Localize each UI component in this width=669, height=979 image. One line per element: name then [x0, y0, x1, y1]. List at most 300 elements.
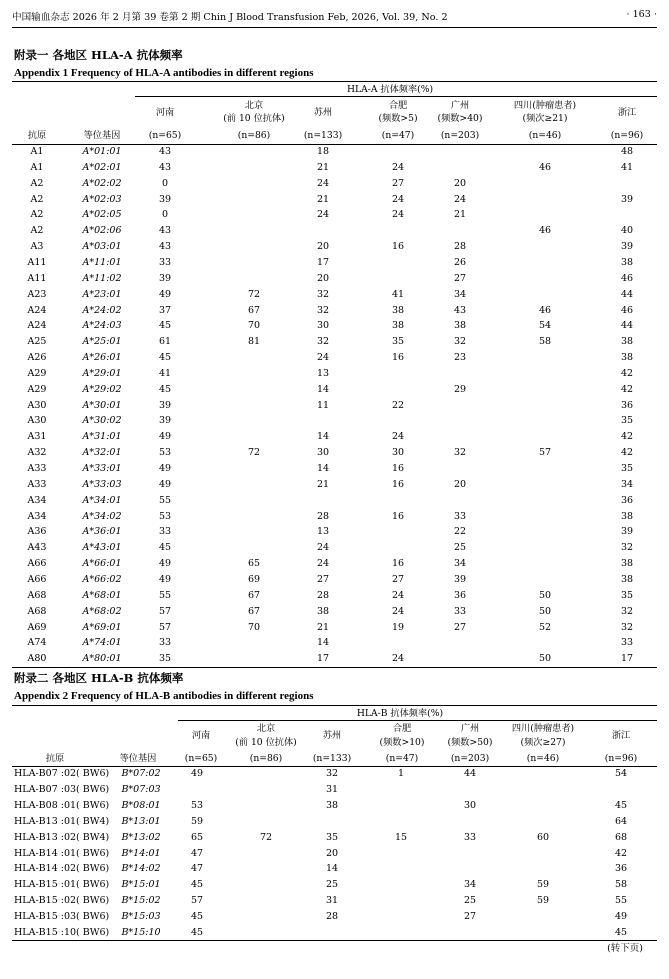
region-note: (频数>10): [379, 737, 425, 748]
value-cell: 43: [453, 304, 467, 316]
value-cell: 38: [620, 558, 634, 570]
value-cell: 38: [620, 352, 634, 364]
antigen-cell: HLA-B07 :03( BW6): [14, 783, 110, 795]
value-cell: 24: [391, 605, 405, 617]
allele-cell: A*23:01: [82, 288, 122, 300]
allele-cell: A*24:02: [82, 304, 122, 316]
value-cell: 22: [391, 399, 405, 411]
table-row: [12, 556, 657, 572]
antigen-cell: A80: [27, 653, 47, 665]
group-rule: [178, 720, 657, 721]
allele-cell: A*31:01: [82, 431, 122, 443]
value-cell: [445, 461, 475, 477]
value-cell: 16: [391, 478, 405, 490]
value-cell: [383, 366, 413, 382]
antigen-cell: A2: [30, 225, 44, 237]
value-cell: 43: [158, 161, 172, 173]
value-cell: 46: [538, 225, 552, 237]
value-cell: 38: [620, 573, 634, 585]
table-bottom-rule: [12, 940, 657, 941]
value-cell: 35: [620, 415, 634, 427]
value-cell: 31: [325, 783, 339, 795]
value-cell: 16: [391, 510, 405, 522]
value-cell: [530, 540, 560, 556]
table-row: [12, 461, 657, 477]
region-name: 四川(肿瘤患者): [511, 723, 575, 734]
allele-cell: A*68:02: [82, 605, 122, 617]
value-cell: 34: [453, 558, 467, 570]
journal-citation: 中国输血杂志 2026 年 2 月第 39 卷第 2 期 Chin J Blood Transfusion Feb, 2026, Vol. 39, No. 2: [12, 12, 448, 23]
value-cell: 38: [620, 510, 634, 522]
allele-cell: A*02:03: [82, 193, 122, 205]
value-cell: 45: [158, 352, 172, 364]
value-cell: 46: [620, 272, 634, 284]
value-cell: 14: [316, 383, 330, 395]
value-cell: [445, 429, 475, 445]
value-cell: [239, 429, 269, 445]
antigen-cell: A11: [27, 256, 47, 268]
allele-cell: B*07:02: [121, 768, 161, 779]
value-cell: [251, 893, 281, 909]
value-cell: [317, 814, 347, 830]
value-cell: 15: [394, 831, 408, 843]
value-cell: [530, 350, 560, 366]
value-cell: 33: [158, 637, 172, 649]
col-allele: 等位基因: [83, 130, 121, 141]
value-cell: 32: [316, 288, 330, 300]
table-row: [12, 651, 657, 667]
value-cell: 28: [316, 589, 330, 601]
table-row: [12, 413, 657, 429]
col-allele: 等位基因: [119, 753, 157, 764]
value-cell: 24: [391, 431, 405, 443]
value-cell: [386, 846, 416, 862]
antigen-cell: A11: [27, 272, 47, 284]
antigen-cell: A33: [27, 478, 47, 490]
value-cell: 44: [620, 320, 634, 332]
value-cell: [528, 925, 558, 941]
value-cell: [606, 782, 636, 798]
value-cell: 33: [158, 526, 172, 538]
table-row: [12, 445, 657, 461]
allele-cell: A*29:01: [82, 367, 122, 379]
region-n: (n=65): [184, 753, 218, 764]
value-cell: [530, 509, 560, 525]
value-cell: 14: [316, 463, 330, 474]
value-cell: 30: [463, 799, 477, 811]
value-cell: 45: [614, 927, 628, 938]
region-name: 广州: [450, 100, 470, 111]
value-cell: 58: [614, 879, 628, 891]
value-cell: [239, 398, 269, 414]
allele-cell: A*25:01: [82, 336, 122, 348]
value-cell: 20: [453, 478, 467, 490]
value-cell: [251, 877, 281, 893]
value-cell: [251, 766, 281, 782]
value-cell: [455, 925, 485, 941]
value-cell: [239, 271, 269, 287]
value-cell: [383, 493, 413, 509]
value-cell: [239, 493, 269, 509]
value-cell: 20: [453, 177, 467, 189]
antigen-cell: A43: [27, 542, 47, 554]
region-n: (n=96): [604, 753, 638, 764]
table-row: [12, 861, 657, 877]
value-cell: 24: [391, 209, 405, 221]
value-cell: 60: [536, 831, 550, 843]
col-antigen: 抗原: [45, 753, 65, 764]
antigen-cell: HLA-B13 :02( BW4): [14, 831, 110, 843]
value-cell: [530, 239, 560, 255]
value-cell: 54: [614, 768, 628, 779]
table-row: [12, 572, 657, 588]
value-cell: 57: [538, 447, 552, 459]
table-row: [12, 846, 657, 862]
value-cell: 46: [620, 304, 634, 316]
value-cell: 32: [316, 336, 330, 348]
allele-cell: A*02:05: [82, 209, 122, 221]
allele-cell: B*14:02: [121, 863, 161, 875]
value-cell: 17: [620, 653, 634, 665]
appendix2-title-cn: 附录二 各地区 HLA-B 抗体频率: [14, 671, 184, 685]
value-cell: 27: [391, 177, 405, 189]
region-name: 浙江: [611, 730, 631, 741]
value-cell: 55: [158, 589, 172, 601]
value-cell: 42: [620, 383, 634, 395]
allele-cell: A*02:01: [82, 161, 122, 173]
value-cell: [528, 861, 558, 877]
value-cell: [239, 144, 269, 160]
value-cell: 32: [620, 605, 634, 617]
value-cell: [445, 493, 475, 509]
value-cell: 72: [259, 831, 273, 843]
value-cell: 33: [620, 637, 634, 649]
value-cell: 37: [158, 304, 172, 316]
value-cell: [239, 413, 269, 429]
value-cell: 38: [316, 605, 330, 617]
group-label: HLA-B 抗体频率(%): [356, 708, 444, 719]
value-cell: 59: [190, 815, 204, 827]
value-cell: 38: [391, 320, 405, 332]
value-cell: [386, 893, 416, 909]
value-cell: 53: [158, 510, 172, 522]
antigen-cell: HLA-B07 :02( BW6): [14, 768, 110, 779]
value-cell: 16: [391, 558, 405, 570]
table-row: [12, 192, 657, 208]
value-cell: [239, 366, 269, 382]
value-cell: 57: [158, 621, 172, 633]
value-cell: 65: [247, 558, 261, 570]
group-rule: [135, 96, 657, 97]
value-cell: [239, 509, 269, 525]
value-cell: [239, 176, 269, 192]
value-cell: 36: [614, 863, 628, 875]
table-row: [12, 398, 657, 414]
value-cell: 21: [316, 161, 330, 173]
antigen-cell: A24: [27, 320, 47, 332]
value-cell: 22: [453, 526, 467, 538]
value-cell: 54: [538, 320, 552, 332]
value-cell: 45: [190, 911, 204, 923]
value-cell: 39: [620, 193, 634, 205]
value-cell: 16: [391, 352, 405, 364]
region-n: (n=46): [528, 130, 562, 141]
region-note: (频数>40): [437, 113, 483, 124]
value-cell: 43: [158, 225, 172, 237]
appendix1-title-cn: 附录一 各地区 HLA-A 抗体频率: [14, 48, 183, 62]
region-n: (n=133): [312, 753, 352, 764]
value-cell: [530, 207, 560, 223]
value-cell: [383, 271, 413, 287]
table-row: [12, 429, 657, 445]
value-cell: [386, 909, 416, 925]
value-cell: 45: [190, 879, 204, 891]
table-row: [12, 160, 657, 176]
antigen-cell: A68: [27, 605, 47, 617]
value-cell: 24: [391, 193, 405, 205]
table-row: [12, 287, 657, 303]
value-cell: 20: [316, 272, 330, 284]
value-cell: [251, 925, 281, 941]
value-cell: 21: [316, 478, 330, 490]
value-cell: 35: [158, 653, 172, 665]
value-cell: 59: [536, 895, 550, 907]
value-cell: 21: [316, 621, 330, 633]
allele-cell: A*36:01: [82, 526, 122, 538]
region-n: (n=65): [148, 130, 182, 141]
value-cell: 67: [247, 304, 261, 316]
value-cell: 47: [190, 863, 204, 875]
table-row: [12, 493, 657, 509]
value-cell: 50: [538, 605, 552, 617]
value-cell: 50: [538, 589, 552, 601]
value-cell: 36: [620, 494, 634, 506]
antigen-cell: A32: [27, 447, 47, 459]
allele-cell: B*15:10: [121, 927, 161, 938]
value-cell: [383, 382, 413, 398]
allele-cell: A*34:02: [82, 510, 122, 522]
value-cell: 27: [316, 573, 330, 585]
value-cell: [251, 909, 281, 925]
value-cell: 49: [158, 463, 172, 474]
value-cell: 45: [614, 799, 628, 811]
value-cell: 70: [247, 621, 261, 633]
table-row: [12, 814, 657, 830]
value-cell: [530, 572, 560, 588]
value-cell: 24: [391, 161, 405, 173]
value-cell: 39: [158, 399, 172, 411]
antigen-cell: A30: [27, 399, 47, 411]
value-cell: 57: [158, 605, 172, 617]
value-cell: [445, 160, 475, 176]
allele-cell: B*08:01: [121, 799, 161, 811]
value-cell: 13: [316, 526, 330, 538]
value-cell: [530, 255, 560, 271]
value-cell: 17: [316, 653, 330, 665]
table-row: [12, 925, 657, 941]
value-cell: 32: [453, 336, 467, 348]
table-row: [12, 477, 657, 493]
allele-cell: A*66:02: [82, 573, 122, 585]
value-cell: [528, 814, 558, 830]
value-cell: [239, 540, 269, 556]
value-cell: [239, 524, 269, 540]
value-cell: 14: [316, 637, 330, 649]
value-cell: 27: [453, 272, 467, 284]
value-cell: 70: [247, 320, 261, 332]
value-cell: 42: [620, 447, 634, 459]
value-cell: [445, 366, 475, 382]
value-cell: 32: [620, 621, 634, 633]
antigen-cell: A34: [27, 494, 47, 506]
value-cell: 49: [614, 911, 628, 923]
value-cell: [239, 160, 269, 176]
table-row: [12, 540, 657, 556]
table-row: [12, 334, 657, 350]
allele-cell: A*24:03: [82, 320, 122, 332]
value-cell: [239, 239, 269, 255]
value-cell: [383, 540, 413, 556]
value-cell: 33: [453, 510, 467, 522]
table-row: [12, 798, 657, 814]
value-cell: [530, 413, 560, 429]
value-cell: 57: [190, 895, 204, 907]
value-cell: 25: [325, 879, 339, 891]
value-cell: [445, 413, 475, 429]
value-cell: [386, 877, 416, 893]
value-cell: [239, 255, 269, 271]
value-cell: [386, 814, 416, 830]
allele-cell: A*02:02: [82, 177, 122, 189]
value-cell: 29: [453, 383, 467, 395]
value-cell: 24: [316, 558, 330, 570]
value-cell: 33: [453, 605, 467, 617]
value-cell: [530, 366, 560, 382]
allele-cell: A*30:02: [82, 415, 122, 427]
allele-cell: B*14:01: [121, 847, 161, 859]
value-cell: [239, 382, 269, 398]
region-name: 合肥: [392, 723, 412, 734]
value-cell: [383, 635, 413, 651]
value-cell: [530, 429, 560, 445]
table-row: [12, 782, 657, 798]
value-cell: [239, 461, 269, 477]
allele-cell: B*07:03: [121, 783, 161, 795]
value-cell: 24: [391, 589, 405, 601]
antigen-cell: A3: [30, 241, 44, 253]
value-cell: 41: [620, 161, 634, 173]
value-cell: 53: [190, 799, 204, 811]
value-cell: 28: [453, 241, 467, 253]
value-cell: 64: [614, 815, 628, 827]
value-cell: [530, 192, 560, 208]
value-cell: 81: [247, 336, 261, 348]
allele-cell: B*15:01: [121, 879, 161, 891]
table-bottom-rule: [12, 667, 657, 668]
antigen-cell: HLA-B14 :01( BW6): [14, 847, 110, 859]
table-row: [12, 909, 657, 925]
table-row: [12, 830, 657, 846]
antigen-cell: HLA-B08 :01( BW6): [14, 799, 110, 811]
value-cell: [239, 477, 269, 493]
allele-cell: A*29:02: [82, 383, 122, 395]
region-name: 河南: [191, 730, 211, 741]
value-cell: 33: [158, 256, 172, 268]
table-row: [12, 382, 657, 398]
value-cell: 44: [463, 768, 477, 779]
value-cell: 42: [620, 431, 634, 443]
value-cell: 27: [463, 911, 477, 923]
antigen-cell: A74: [27, 637, 47, 649]
allele-cell: A*74:01: [82, 637, 122, 649]
value-cell: 23: [453, 352, 467, 364]
antigen-cell: A2: [30, 193, 44, 205]
value-cell: 42: [620, 367, 634, 379]
value-cell: [530, 493, 560, 509]
value-cell: [528, 798, 558, 814]
antigen-cell: A31: [27, 431, 47, 443]
allele-cell: A*66:01: [82, 558, 122, 570]
table-row: [12, 255, 657, 271]
appendix2-title-en: Appendix 2 Frequency of HLA-B antibodies in different regions: [14, 690, 314, 702]
value-cell: 38: [325, 799, 339, 811]
region-n: (n=46): [526, 753, 560, 764]
allele-cell: A*26:01: [82, 352, 122, 364]
table-row: [12, 877, 657, 893]
value-cell: [383, 255, 413, 271]
antigen-cell: HLA-B15 :10( BW6): [14, 927, 110, 938]
value-cell: 50: [538, 653, 552, 665]
value-cell: 72: [247, 447, 261, 459]
value-cell: 21: [453, 209, 467, 221]
table-row: [12, 766, 657, 782]
value-cell: [530, 556, 560, 572]
value-cell: 72: [247, 288, 261, 300]
value-cell: 25: [463, 895, 477, 907]
value-cell: 69: [247, 573, 261, 585]
antigen-cell: HLA-B15 :01( BW6): [14, 879, 110, 891]
value-cell: 38: [620, 336, 634, 348]
value-cell: [251, 782, 281, 798]
value-cell: [528, 909, 558, 925]
antigen-cell: A1: [30, 146, 44, 157]
table-row: [12, 350, 657, 366]
table-row: [12, 509, 657, 525]
table-top-rule: [12, 705, 657, 706]
antigen-cell: A29: [27, 367, 47, 379]
region-n: (n=86): [249, 753, 283, 764]
value-cell: 31: [325, 895, 339, 907]
region-n: (n=203): [440, 130, 480, 141]
value-cell: 49: [158, 431, 172, 443]
value-cell: [530, 524, 560, 540]
value-cell: [530, 271, 560, 287]
value-cell: 45: [158, 542, 172, 554]
antigen-cell: A33: [27, 463, 47, 474]
value-cell: 45: [158, 320, 172, 332]
value-cell: [445, 398, 475, 414]
value-cell: [530, 176, 560, 192]
value-cell: [455, 861, 485, 877]
region-name: 北京: [256, 723, 276, 734]
value-cell: 24: [391, 653, 405, 665]
value-cell: [445, 223, 475, 239]
allele-cell: A*43:01: [82, 542, 122, 554]
value-cell: 24: [316, 177, 330, 189]
value-cell: 18: [316, 146, 330, 157]
value-cell: 35: [391, 336, 405, 348]
value-cell: 47: [190, 847, 204, 859]
